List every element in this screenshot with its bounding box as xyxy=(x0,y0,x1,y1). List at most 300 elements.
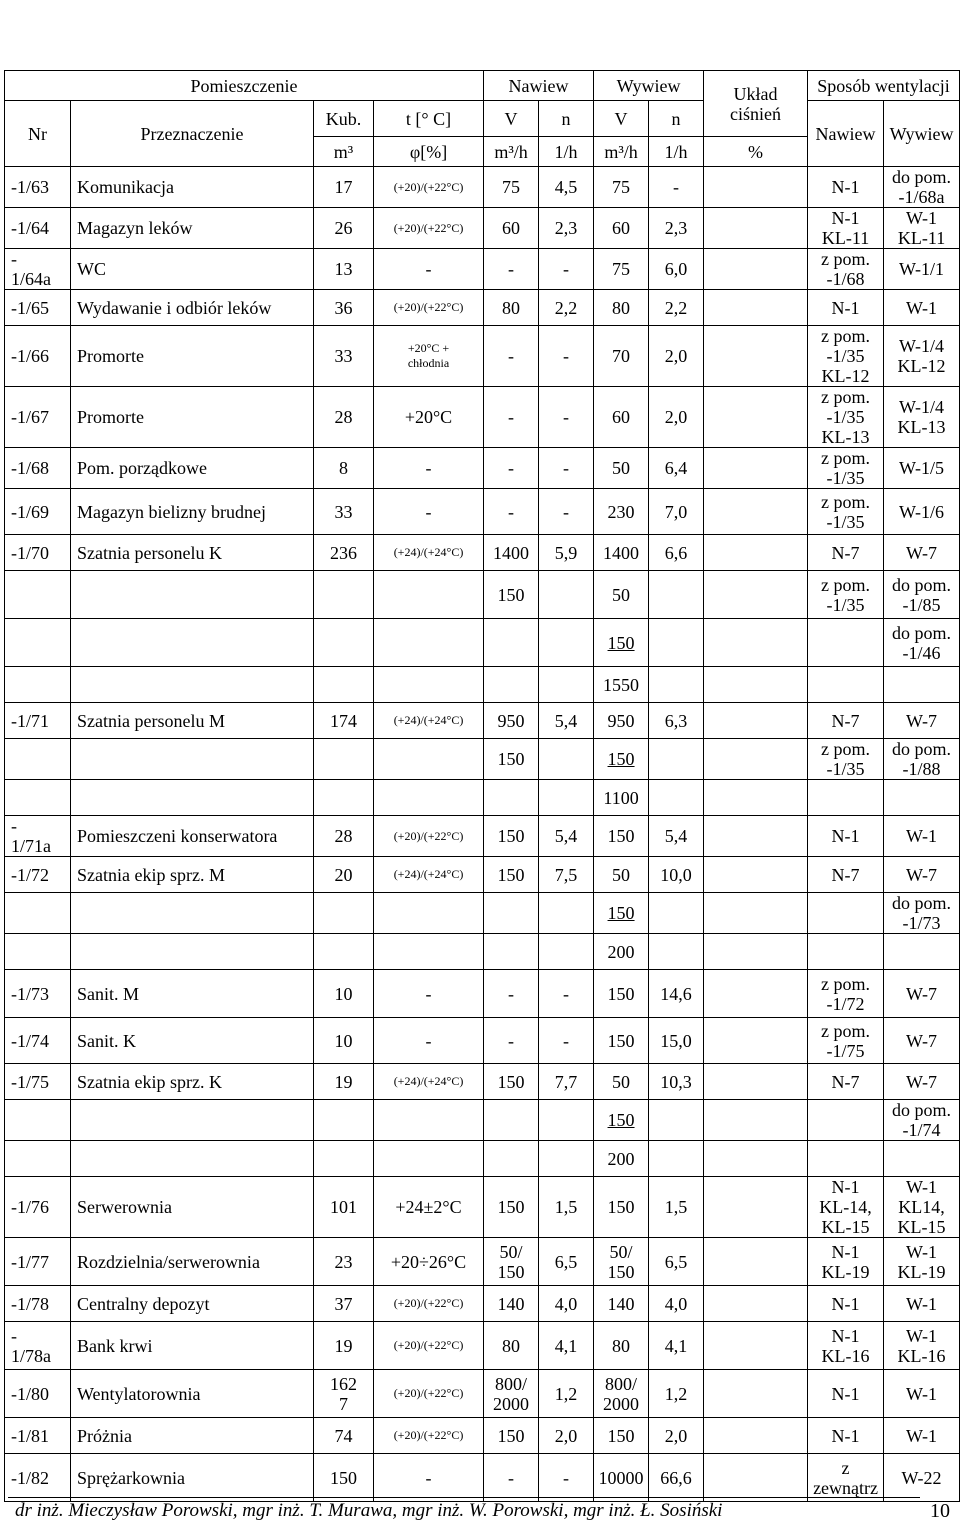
row-n-supply: - xyxy=(539,448,594,489)
table-row xyxy=(5,167,960,208)
row-v-exhaust: 50 xyxy=(594,1064,649,1100)
row-nr: -1/69 xyxy=(5,489,71,535)
row-method-supply xyxy=(808,780,884,816)
row-name: Próżnia xyxy=(71,1418,314,1454)
row-method-exhaust: W-1/1 xyxy=(884,249,960,290)
table-row xyxy=(5,448,960,489)
row-method-exhaust: W-1 KL-11 xyxy=(884,208,960,249)
table-row xyxy=(5,1064,960,1100)
row-name xyxy=(71,893,314,934)
row-method-supply: z pom. -1/75 xyxy=(808,1018,884,1064)
row-method-exhaust: do pom. -1/46 xyxy=(884,619,960,667)
unit-v-supply: m³/h xyxy=(484,137,539,167)
row-method-supply: N-1 KL-16 xyxy=(808,1322,884,1370)
row-name: WC xyxy=(71,249,314,290)
header-supply: Nawiew xyxy=(484,71,594,101)
header-row-1 xyxy=(5,71,960,101)
row-n-supply: 5,4 xyxy=(539,703,594,739)
row-nr: -1/66 xyxy=(5,326,71,387)
row-v-supply: 80 xyxy=(484,1322,539,1370)
row-pressure xyxy=(704,1141,808,1177)
row-name: Sanit. M xyxy=(71,970,314,1018)
row-v-exhaust: 80 xyxy=(594,1322,649,1370)
row-method-exhaust: W-7 xyxy=(884,970,960,1018)
row-temp xyxy=(374,893,484,934)
row-n-exhaust: 2,0 xyxy=(649,1418,704,1454)
row-nr xyxy=(5,1100,71,1141)
row-method-exhaust: W-7 xyxy=(884,1018,960,1064)
row-pressure xyxy=(704,857,808,893)
row-v-exhaust: 1100 xyxy=(594,780,649,816)
row-pressure xyxy=(704,489,808,535)
row-v-exhaust: 200 xyxy=(594,934,649,970)
row-temp xyxy=(374,739,484,780)
row-name: Wydawanie i odbiór leków xyxy=(71,290,314,326)
row-method-exhaust: do pom. -1/68a xyxy=(884,167,960,208)
row-n-exhaust: 2,0 xyxy=(649,326,704,387)
row-nr xyxy=(5,739,71,780)
row-kub: 26 xyxy=(314,208,374,249)
row-method-exhaust: W-1 xyxy=(884,290,960,326)
row-v-exhaust: 50 xyxy=(594,571,649,619)
row-n-supply: - xyxy=(539,970,594,1018)
header-vent-method: Sposób wentylacji xyxy=(808,71,960,101)
row-temp xyxy=(374,934,484,970)
table-row xyxy=(5,326,960,387)
row-nr: - 1/71a xyxy=(5,816,71,857)
row-kub xyxy=(314,667,374,703)
row-v-exhaust: 50/ 150 xyxy=(594,1238,649,1286)
row-kub xyxy=(314,571,374,619)
row-kub: 20 xyxy=(314,857,374,893)
row-temp: (+24)/(+24°C) xyxy=(374,1064,484,1100)
row-n-supply: 2,2 xyxy=(539,290,594,326)
row-temp: - xyxy=(374,249,484,290)
row-name: Magazyn leków xyxy=(71,208,314,249)
row-n-supply: 1,2 xyxy=(539,1370,594,1418)
row-kub: 101 xyxy=(314,1177,374,1238)
row-name xyxy=(71,934,314,970)
row-v-exhaust: 150 xyxy=(594,1100,649,1141)
row-method-supply xyxy=(808,667,884,703)
header-room: Pomieszczenie xyxy=(5,71,484,101)
row-kub: 19 xyxy=(314,1064,374,1100)
row-v-supply xyxy=(484,619,539,667)
table-row xyxy=(5,893,960,934)
row-n-supply: - xyxy=(539,1454,594,1502)
row-n-exhaust: - xyxy=(649,167,704,208)
unit-n-supply: 1/h xyxy=(539,137,594,167)
row-pressure xyxy=(704,1454,808,1502)
row-v-supply: 800/ 2000 xyxy=(484,1370,539,1418)
row-pressure xyxy=(704,816,808,857)
row-nr xyxy=(5,780,71,816)
row-pressure xyxy=(704,1064,808,1100)
row-v-exhaust: 10000 xyxy=(594,1454,649,1502)
row-temp: - xyxy=(374,1018,484,1064)
row-method-exhaust: do pom. -1/73 xyxy=(884,893,960,934)
row-kub: 74 xyxy=(314,1418,374,1454)
row-name: Sanit. K xyxy=(71,1018,314,1064)
row-n-exhaust xyxy=(649,571,704,619)
row-pressure xyxy=(704,780,808,816)
row-method-exhaust: W-1 xyxy=(884,1370,960,1418)
row-nr: - 1/64a xyxy=(5,249,71,290)
row-name xyxy=(71,780,314,816)
row-v-exhaust: 150 xyxy=(594,816,649,857)
row-temp: (+20)/(+22°C) xyxy=(374,1418,484,1454)
row-n-supply: 4,5 xyxy=(539,167,594,208)
row-temp: (+24)/(+24°C) xyxy=(374,857,484,893)
row-name: Szatnia personelu M xyxy=(71,703,314,739)
table-row xyxy=(5,970,960,1018)
row-v-supply: - xyxy=(484,387,539,448)
row-name xyxy=(71,619,314,667)
row-name: Komunikacja xyxy=(71,167,314,208)
row-n-exhaust: 6,0 xyxy=(649,249,704,290)
row-temp xyxy=(374,780,484,816)
row-temp xyxy=(374,667,484,703)
row-pressure xyxy=(704,970,808,1018)
row-kub: 33 xyxy=(314,489,374,535)
row-temp: - xyxy=(374,489,484,535)
row-v-supply: 150 xyxy=(484,1064,539,1100)
row-temp: (+20)/(+22°C) xyxy=(374,167,484,208)
table-row xyxy=(5,571,960,619)
row-method-supply xyxy=(808,1100,884,1141)
row-pressure xyxy=(704,934,808,970)
table-row xyxy=(5,1418,960,1454)
table-row xyxy=(5,1177,960,1238)
row-temp xyxy=(374,1141,484,1177)
row-v-exhaust: 60 xyxy=(594,387,649,448)
row-n-exhaust: 1,5 xyxy=(649,1177,704,1238)
row-name: Rozdzielnia/serwerownia xyxy=(71,1238,314,1286)
row-n-exhaust xyxy=(649,1100,704,1141)
row-v-supply: - xyxy=(484,1454,539,1502)
row-nr: -1/64 xyxy=(5,208,71,249)
row-nr xyxy=(5,571,71,619)
row-pressure xyxy=(704,619,808,667)
row-n-exhaust: 6,3 xyxy=(649,703,704,739)
row-nr: -1/68 xyxy=(5,448,71,489)
row-method-supply: z pom. -1/35 xyxy=(808,739,884,780)
row-v-supply: - xyxy=(484,970,539,1018)
row-name xyxy=(71,1100,314,1141)
row-kub: 36 xyxy=(314,290,374,326)
row-kub: 37 xyxy=(314,1286,374,1322)
row-name: Magazyn bielizny brudnej xyxy=(71,489,314,535)
row-temp: (+20)/(+22°C) xyxy=(374,816,484,857)
row-method-supply xyxy=(808,619,884,667)
row-n-exhaust xyxy=(649,1141,704,1177)
row-pressure xyxy=(704,739,808,780)
row-pressure xyxy=(704,167,808,208)
row-method-exhaust: W-1 xyxy=(884,1418,960,1454)
row-n-exhaust xyxy=(649,893,704,934)
row-method-supply: N-1 KL-11 xyxy=(808,208,884,249)
row-nr: -1/74 xyxy=(5,1018,71,1064)
row-n-exhaust: 7,0 xyxy=(649,489,704,535)
row-kub xyxy=(314,780,374,816)
row-v-supply xyxy=(484,934,539,970)
row-n-supply xyxy=(539,667,594,703)
row-n-exhaust: 14,6 xyxy=(649,970,704,1018)
row-v-supply xyxy=(484,1141,539,1177)
row-v-supply: 150 xyxy=(484,739,539,780)
row-method-exhaust xyxy=(884,667,960,703)
table-row xyxy=(5,489,960,535)
row-v-exhaust: 75 xyxy=(594,249,649,290)
row-pressure xyxy=(704,448,808,489)
row-nr: -1/71 xyxy=(5,703,71,739)
row-kub xyxy=(314,893,374,934)
row-v-supply: 950 xyxy=(484,703,539,739)
table-row xyxy=(5,780,960,816)
row-pressure xyxy=(704,326,808,387)
row-n-supply: 6,5 xyxy=(539,1238,594,1286)
row-name: Szatnia ekip sprz. K xyxy=(71,1064,314,1100)
row-v-exhaust: 800/ 2000 xyxy=(594,1370,649,1418)
row-method-exhaust: W-1 xyxy=(884,1286,960,1322)
row-temp: +20÷26°C xyxy=(374,1238,484,1286)
row-n-exhaust: 2,2 xyxy=(649,290,704,326)
row-method-supply: z pom. -1/35 KL-12 xyxy=(808,326,884,387)
row-n-supply xyxy=(539,739,594,780)
row-method-exhaust: W-1 KL14, KL-15 xyxy=(884,1177,960,1238)
row-kub xyxy=(314,934,374,970)
row-method-exhaust: W-7 xyxy=(884,1064,960,1100)
row-kub: 236 xyxy=(314,535,374,571)
row-temp: (+20)/(+22°C) xyxy=(374,208,484,249)
row-method-exhaust: W-7 xyxy=(884,535,960,571)
row-name xyxy=(71,571,314,619)
table-row xyxy=(5,1322,960,1370)
table-row xyxy=(5,535,960,571)
row-n-supply: - xyxy=(539,1018,594,1064)
row-n-supply xyxy=(539,619,594,667)
row-nr: -1/65 xyxy=(5,290,71,326)
row-name: Szatnia ekip sprz. M xyxy=(71,857,314,893)
header-t: t [° C] xyxy=(374,101,484,137)
row-method-supply: N-1 xyxy=(808,167,884,208)
row-v-exhaust: 150 xyxy=(594,739,649,780)
row-n-exhaust xyxy=(649,619,704,667)
row-v-supply: 150 xyxy=(484,816,539,857)
row-method-supply: N-1 xyxy=(808,1370,884,1418)
row-v-supply: 75 xyxy=(484,167,539,208)
table-row xyxy=(5,290,960,326)
row-nr: -1/72 xyxy=(5,857,71,893)
row-kub: 19 xyxy=(314,1322,374,1370)
row-method-supply: z zewnątrz xyxy=(808,1454,884,1502)
row-pressure xyxy=(704,249,808,290)
row-n-supply xyxy=(539,1141,594,1177)
row-n-supply: 4,0 xyxy=(539,1286,594,1322)
row-n-exhaust: 66,6 xyxy=(649,1454,704,1502)
row-v-supply: 60 xyxy=(484,208,539,249)
row-kub: 10 xyxy=(314,1018,374,1064)
row-n-exhaust: 4,1 xyxy=(649,1322,704,1370)
row-name: Pomieszczeni konserwatora xyxy=(71,816,314,857)
row-v-supply: 150 xyxy=(484,857,539,893)
unit-n-exhaust: 1/h xyxy=(649,137,704,167)
row-method-exhaust: W-1 KL-16 xyxy=(884,1322,960,1370)
row-kub: 150 xyxy=(314,1454,374,1502)
row-v-exhaust: 60 xyxy=(594,208,649,249)
header-exhaust: Wywiew xyxy=(594,71,704,101)
row-v-supply: 150 xyxy=(484,571,539,619)
row-nr: -1/63 xyxy=(5,167,71,208)
row-pressure xyxy=(704,1418,808,1454)
header-n-supply: n xyxy=(539,101,594,137)
row-n-exhaust: 6,5 xyxy=(649,1238,704,1286)
row-kub: 13 xyxy=(314,249,374,290)
row-method-exhaust: W-22 xyxy=(884,1454,960,1502)
row-kub xyxy=(314,619,374,667)
row-v-supply xyxy=(484,780,539,816)
row-temp: - xyxy=(374,970,484,1018)
unit-phi: φ[%] xyxy=(374,137,484,167)
row-kub: 17 xyxy=(314,167,374,208)
row-pressure xyxy=(704,893,808,934)
row-n-supply: - xyxy=(539,387,594,448)
row-n-exhaust: 10,0 xyxy=(649,857,704,893)
table-row xyxy=(5,1370,960,1418)
row-method-supply: N-1 xyxy=(808,1418,884,1454)
row-method-supply: N-1 KL-14, KL-15 xyxy=(808,1177,884,1238)
table-row xyxy=(5,857,960,893)
row-method-exhaust: W-7 xyxy=(884,703,960,739)
row-method-supply: z pom. -1/35 xyxy=(808,448,884,489)
row-temp: +20°C xyxy=(374,387,484,448)
row-name: Serwerownia xyxy=(71,1177,314,1238)
row-nr: -1/80 xyxy=(5,1370,71,1418)
row-n-exhaust: 15,0 xyxy=(649,1018,704,1064)
row-nr: -1/70 xyxy=(5,535,71,571)
table-row xyxy=(5,619,960,667)
row-n-exhaust: 5,4 xyxy=(649,816,704,857)
row-method-supply: N-7 xyxy=(808,703,884,739)
row-v-exhaust: 150 xyxy=(594,619,649,667)
row-method-supply: z pom. -1/35 xyxy=(808,571,884,619)
row-n-supply xyxy=(539,1100,594,1141)
row-method-supply xyxy=(808,893,884,934)
row-nr: -1/73 xyxy=(5,970,71,1018)
row-name: Promorte xyxy=(71,387,314,448)
row-kub: 10 xyxy=(314,970,374,1018)
row-method-supply: z pom. -1/35 KL-13 xyxy=(808,387,884,448)
row-v-exhaust: 150 xyxy=(594,970,649,1018)
row-v-supply: 140 xyxy=(484,1286,539,1322)
table-row xyxy=(5,1141,960,1177)
row-method-supply: N-7 xyxy=(808,857,884,893)
row-name: Sprężarkownia xyxy=(71,1454,314,1502)
header-nr: Nr xyxy=(5,101,71,167)
row-method-exhaust: W-1 xyxy=(884,816,960,857)
row-v-exhaust: 50 xyxy=(594,857,649,893)
header-purpose: Przeznaczenie xyxy=(71,101,314,167)
row-v-exhaust: 75 xyxy=(594,167,649,208)
row-v-exhaust: 230 xyxy=(594,489,649,535)
row-kub xyxy=(314,739,374,780)
row-nr: -1/77 xyxy=(5,1238,71,1286)
row-pressure xyxy=(704,290,808,326)
row-v-supply: - xyxy=(484,489,539,535)
row-method-supply xyxy=(808,1141,884,1177)
row-v-exhaust: 950 xyxy=(594,703,649,739)
row-name xyxy=(71,1141,314,1177)
row-v-supply: - xyxy=(484,326,539,387)
row-temp: +24±2°C xyxy=(374,1177,484,1238)
header-kub: Kub. xyxy=(314,101,374,137)
row-kub: 162 7 xyxy=(314,1370,374,1418)
row-pressure xyxy=(704,1177,808,1238)
row-pressure xyxy=(704,1322,808,1370)
table-row xyxy=(5,1018,960,1064)
row-n-supply: 2,0 xyxy=(539,1418,594,1454)
row-method-supply: N-1 xyxy=(808,290,884,326)
row-v-exhaust: 1550 xyxy=(594,667,649,703)
row-name: Promorte xyxy=(71,326,314,387)
row-n-supply: 5,4 xyxy=(539,816,594,857)
row-nr xyxy=(5,667,71,703)
header-n-exhaust: n xyxy=(649,101,704,137)
header-row-2 xyxy=(5,101,960,137)
row-temp: (+24)/(+24°C) xyxy=(374,535,484,571)
row-temp: - xyxy=(374,1454,484,1502)
row-nr: -1/81 xyxy=(5,1418,71,1454)
row-nr xyxy=(5,893,71,934)
header-method-supply: Nawiew xyxy=(808,101,884,167)
footer-authors: dr inż. Mieczysław Porowski, mgr inż. T. Murawa, mgr inż. W. Porowski, mgr inż. Ł. Sosiński xyxy=(15,1500,723,1521)
row-nr: - 1/78a xyxy=(5,1322,71,1370)
row-pressure xyxy=(704,571,808,619)
row-v-exhaust: 50 xyxy=(594,448,649,489)
row-nr: -1/67 xyxy=(5,387,71,448)
table-row xyxy=(5,1454,960,1502)
row-method-exhaust xyxy=(884,780,960,816)
table-row xyxy=(5,387,960,448)
row-kub: 23 xyxy=(314,1238,374,1286)
row-name: Pom. porządkowe xyxy=(71,448,314,489)
row-pressure xyxy=(704,208,808,249)
ventilation-table xyxy=(4,70,960,1502)
row-v-exhaust: 80 xyxy=(594,290,649,326)
row-pressure xyxy=(704,703,808,739)
table-body xyxy=(5,167,960,1502)
row-kub: 33 xyxy=(314,326,374,387)
row-n-exhaust: 6,4 xyxy=(649,448,704,489)
row-kub: 28 xyxy=(314,816,374,857)
row-method-exhaust: W-1/4 KL-13 xyxy=(884,387,960,448)
row-temp: (+20)/(+22°C) xyxy=(374,1322,484,1370)
row-n-supply: 7,5 xyxy=(539,857,594,893)
row-n-supply: 7,7 xyxy=(539,1064,594,1100)
footer-rule xyxy=(8,1497,920,1498)
row-method-exhaust: do pom. -1/85 xyxy=(884,571,960,619)
row-method-supply: z pom. -1/72 xyxy=(808,970,884,1018)
row-kub: 28 xyxy=(314,387,374,448)
header-v-supply: V xyxy=(484,101,539,137)
row-name: Bank krwi xyxy=(71,1322,314,1370)
row-temp: - xyxy=(374,448,484,489)
row-temp xyxy=(374,571,484,619)
row-temp xyxy=(374,1100,484,1141)
row-method-supply: z pom. -1/35 xyxy=(808,489,884,535)
row-method-exhaust: W-7 xyxy=(884,857,960,893)
row-v-supply: 150 xyxy=(484,1177,539,1238)
